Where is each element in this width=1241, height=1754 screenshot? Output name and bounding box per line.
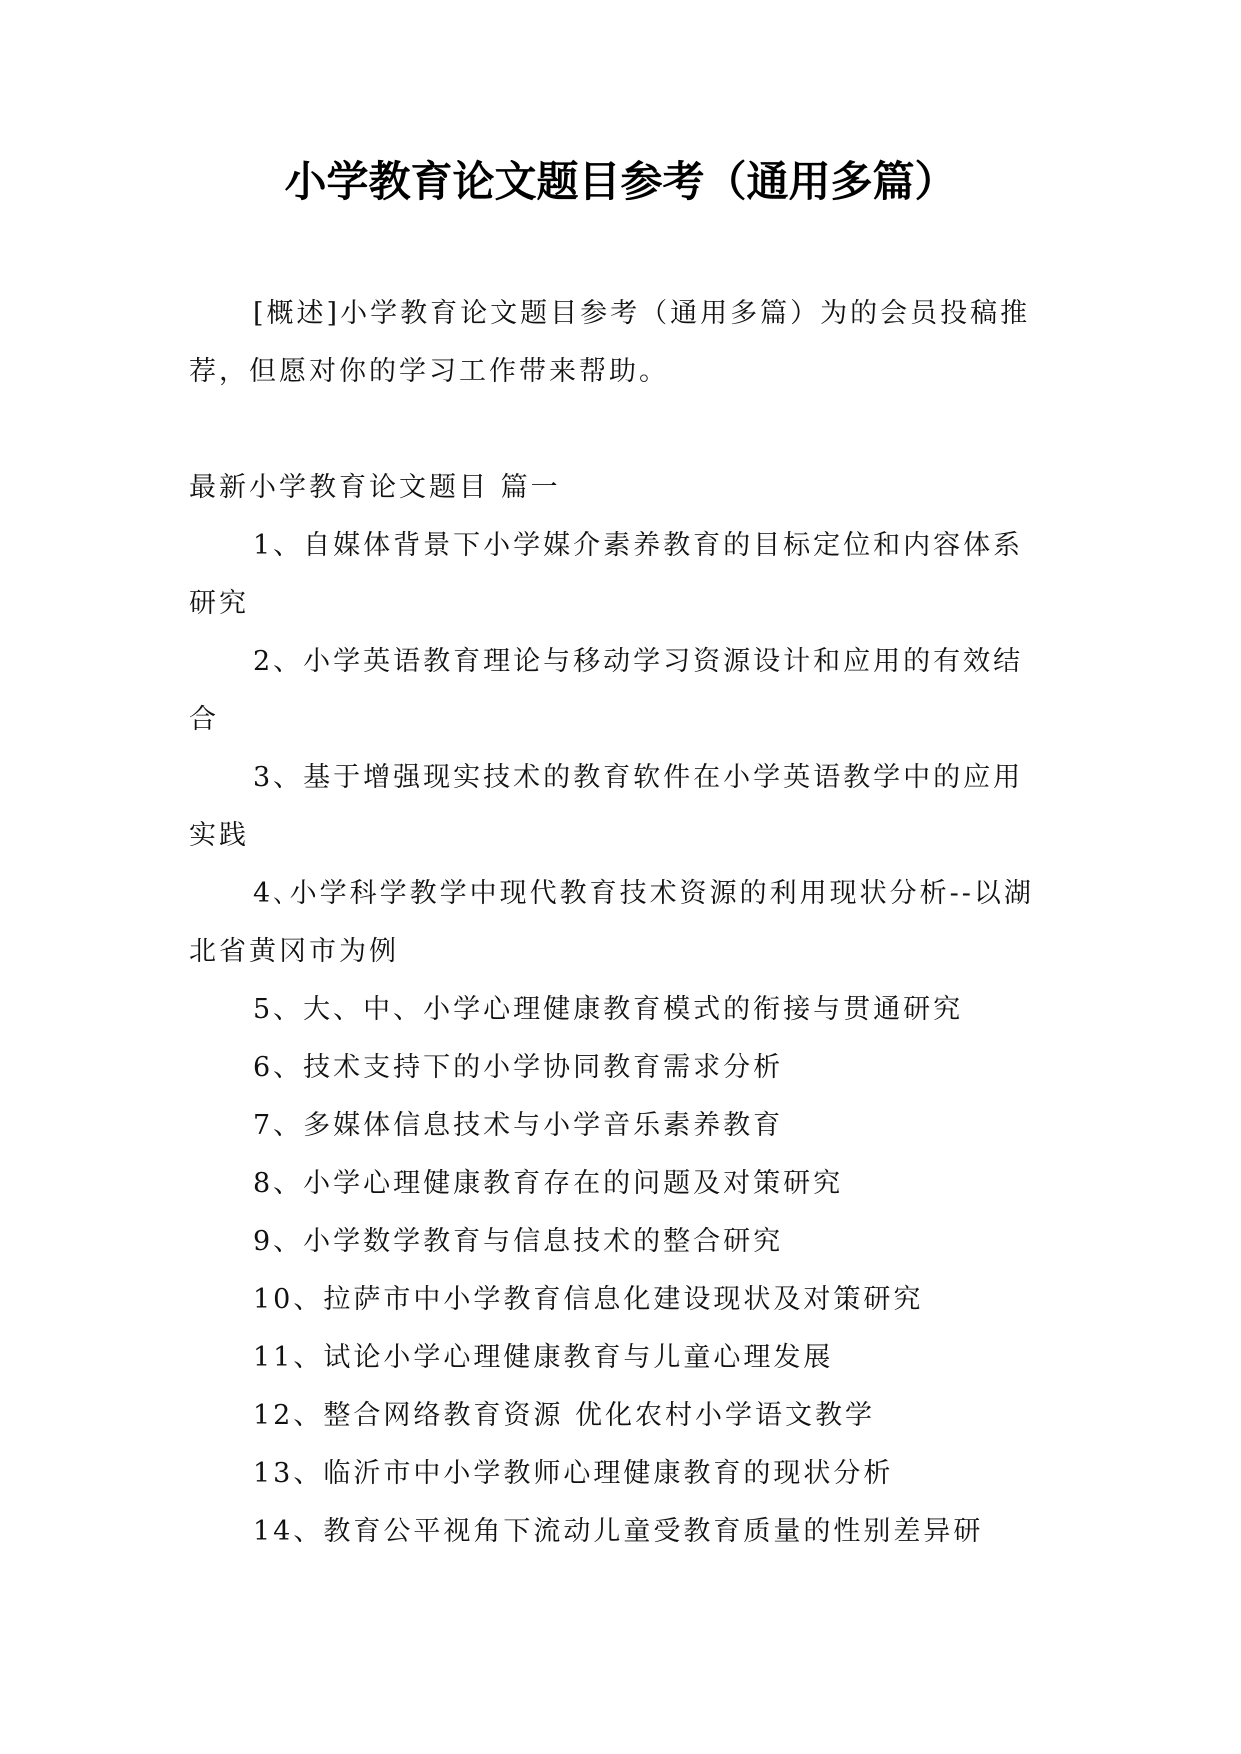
page-title: 小学教育论文题目参考（通用多篇）: [284, 157, 957, 206]
list-item: 9、小学数学教育与信息技术的整合研究: [253, 1226, 784, 1257]
summary-paragraph: [概述]小学教育论文题目参考（通用多篇）为的会员投稿推荐，但愿对你的学习工作带来帮助。: [189, 298, 1031, 387]
list-item: 3、基于增强现实技术的教育软件在小学英语教学中的应用实践: [189, 762, 1024, 851]
topic-list: [189, 517, 1049, 1561]
list-item: 7、多媒体信息技术与小学音乐素养教育: [253, 1110, 784, 1141]
list-item: 10、拉萨市中小学教育信息化建设现状及对策研究: [253, 1284, 924, 1315]
list-item: 12、整合网络教育资源 优化农村小学语文教学: [253, 1400, 875, 1431]
list-item: 8、小学心理健康教育存在的问题及对策研究: [253, 1168, 844, 1199]
list-item: 2、小学英语教育理论与移动学习资源设计和应用的有效结合: [189, 646, 1024, 735]
list-item: 11、试论小学心理健康教育与儿童心理发展: [253, 1342, 834, 1373]
section-heading: 最新小学教育论文题目 篇一: [189, 472, 561, 503]
list-item: 4､小学科学教学中现代教育技术资源的利用现状分析--以湖北省黄冈市为例: [189, 878, 1034, 967]
list-item: 5、大、中、小学心理健康教育模式的衔接与贯通研究: [253, 994, 964, 1025]
list-item: 1、自媒体背景下小学媒介素养教育的目标定位和内容体系研究: [189, 530, 1024, 619]
list-item: 13、临沂市中小学教师心理健康教育的现状分析: [253, 1458, 894, 1489]
list-item: 14、教育公平视角下流动儿童受教育质量的性别差异研: [253, 1516, 984, 1547]
document-body: [189, 285, 1049, 1561]
list-item: 6、技术支持下的小学协同教育需求分析: [253, 1052, 784, 1083]
